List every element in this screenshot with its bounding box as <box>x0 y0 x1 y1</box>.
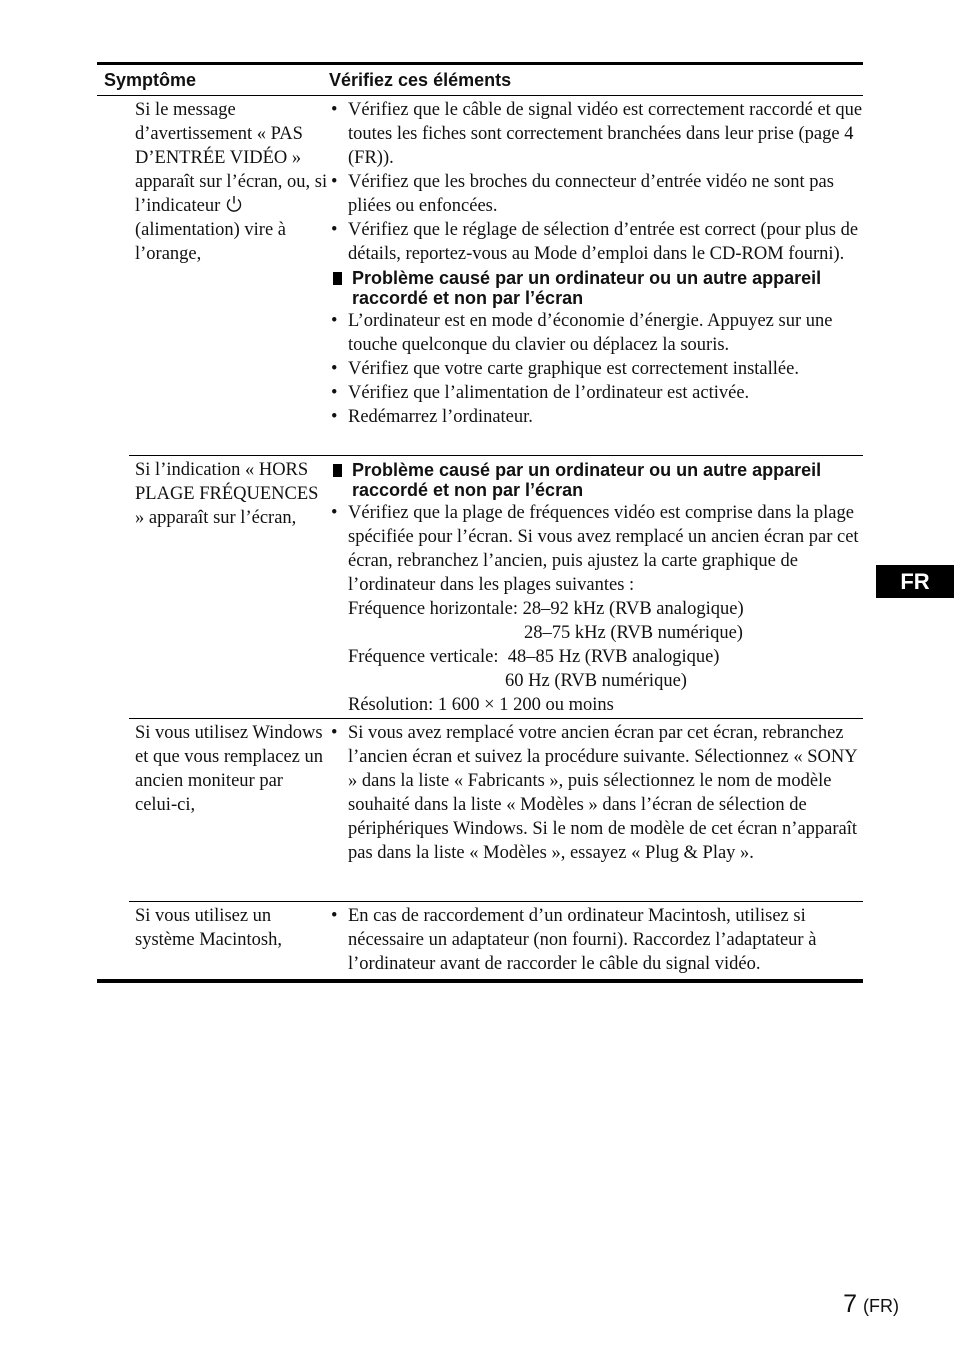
freq-line: Fréquence horizontale: 28–92 kHz (RVB analogique) <box>348 599 744 619</box>
list-item: • Vérifiez que le réglage de sélection d’entrée est correct (pour plus de détails, reportez-vous au Mode d’emploi dans le CD-ROM fourni). <box>331 220 859 264</box>
freq-line: 60 Hz (RVB numérique) <box>505 671 687 691</box>
symptom-cell: Si vous utilisez un système Macintosh, <box>135 906 282 950</box>
symptom-text: Si le message d’avertissement « PAS D’ENTRÉE VIDÉO » apparaît sur l’écran, ou, si l’indicateur <box>135 100 328 216</box>
check-cell <box>329 456 863 718</box>
table-row <box>129 456 863 719</box>
square-bullet-icon <box>333 464 342 477</box>
language-tab: FR <box>876 565 954 598</box>
symptom-text-end: (alimentation) vire à l’orange, <box>135 220 287 264</box>
header-check: Vérifiez ces éléments <box>329 69 512 90</box>
table-row <box>129 902 863 979</box>
list-item: • Vérifiez que les broches du connecteur d’entrée vidéo ne sont pas pliées ou enfoncées. <box>331 172 834 216</box>
list-item: • Redémarrez l’ordinateur. <box>331 407 533 427</box>
symptom-cell: Si vous utilisez Windows et que vous remplacez un ancien moniteur par celui-ci, <box>135 723 324 815</box>
symptom-cell: Si l’indication « HORS PLAGE FRÉQUENCES » apparaît sur l’écran, <box>135 460 319 528</box>
check-cell <box>329 902 863 979</box>
page-number: 7 (FR) <box>843 1290 899 1318</box>
freq-line: Résolution: 1 600 × 1 200 ou moins <box>348 695 614 715</box>
freq-line: 28–75 kHz (RVB numérique) <box>524 623 743 643</box>
list-item: • Vérifiez que l’alimentation de l’ordinateur est activée. <box>331 383 750 403</box>
freq-line: Fréquence verticale: 48–85 Hz (RVB analogique) <box>348 647 720 667</box>
section-heading: Problème causé par un ordinateur ou un autre appareil raccordé et non par l’écran <box>331 460 863 500</box>
symptom-cell <box>129 96 329 455</box>
bottom-rule <box>97 979 863 983</box>
list-item: • Vérifiez que le câble de signal vidéo est correctement raccordé et que toutes les fiches sont correctement branchées dans leur prise (page 4 (FR)). <box>331 100 863 168</box>
check-cell <box>329 719 863 901</box>
table-row <box>129 719 863 902</box>
table-header <box>97 65 863 96</box>
check-cell <box>329 96 863 455</box>
list-item: • Vérifiez que la plage de fréquences vidéo est comprise dans la plage spécifiée pour l’écran. Si vous avez remplacé un ancien écran par cet écran, rebranchez l’ancien, puis ajustez la carte graphique de l’ordinateur dans les plages suivantes : <box>331 503 859 595</box>
list-item: • Vérifiez que votre carte graphique est correctement installée. <box>331 359 799 379</box>
header-symptom: Symptôme <box>104 69 197 90</box>
list-item: • En cas de raccordement d’un ordinateur Macintosh, utilisez si nécessaire un adaptateur (non fourni). Raccordez l’adaptateur à l’ordinateur avant de raccorder le câble du signal vidéo. <box>331 906 817 974</box>
troubleshooting-table <box>97 62 863 983</box>
table-row <box>129 96 863 456</box>
square-bullet-icon <box>333 272 342 285</box>
list-item: • Si vous avez remplacé votre ancien écran par cet écran, rebranchez l’ancien écran et suivez la procédure suivante. Sélectionnez « SONY » dans la liste « Fabricants », puis sélectionnez le nom de modèle souhaité dans la liste « Modèles » dans l’écran de sélection de périphériques Windows. Si le nom de modèle de cet écran n’apparaît pas dans la liste « Modèles », essayez « Plug & Play ». <box>331 723 858 863</box>
list-item: • L’ordinateur est en mode d’économie d’énergie. Appuyez sur une touche quelconque du clavier ou déplacez la souris. <box>331 311 833 355</box>
power-icon <box>225 195 243 213</box>
section-heading: Problème causé par un ordinateur ou un autre appareil raccordé et non par l’écran <box>331 268 863 308</box>
